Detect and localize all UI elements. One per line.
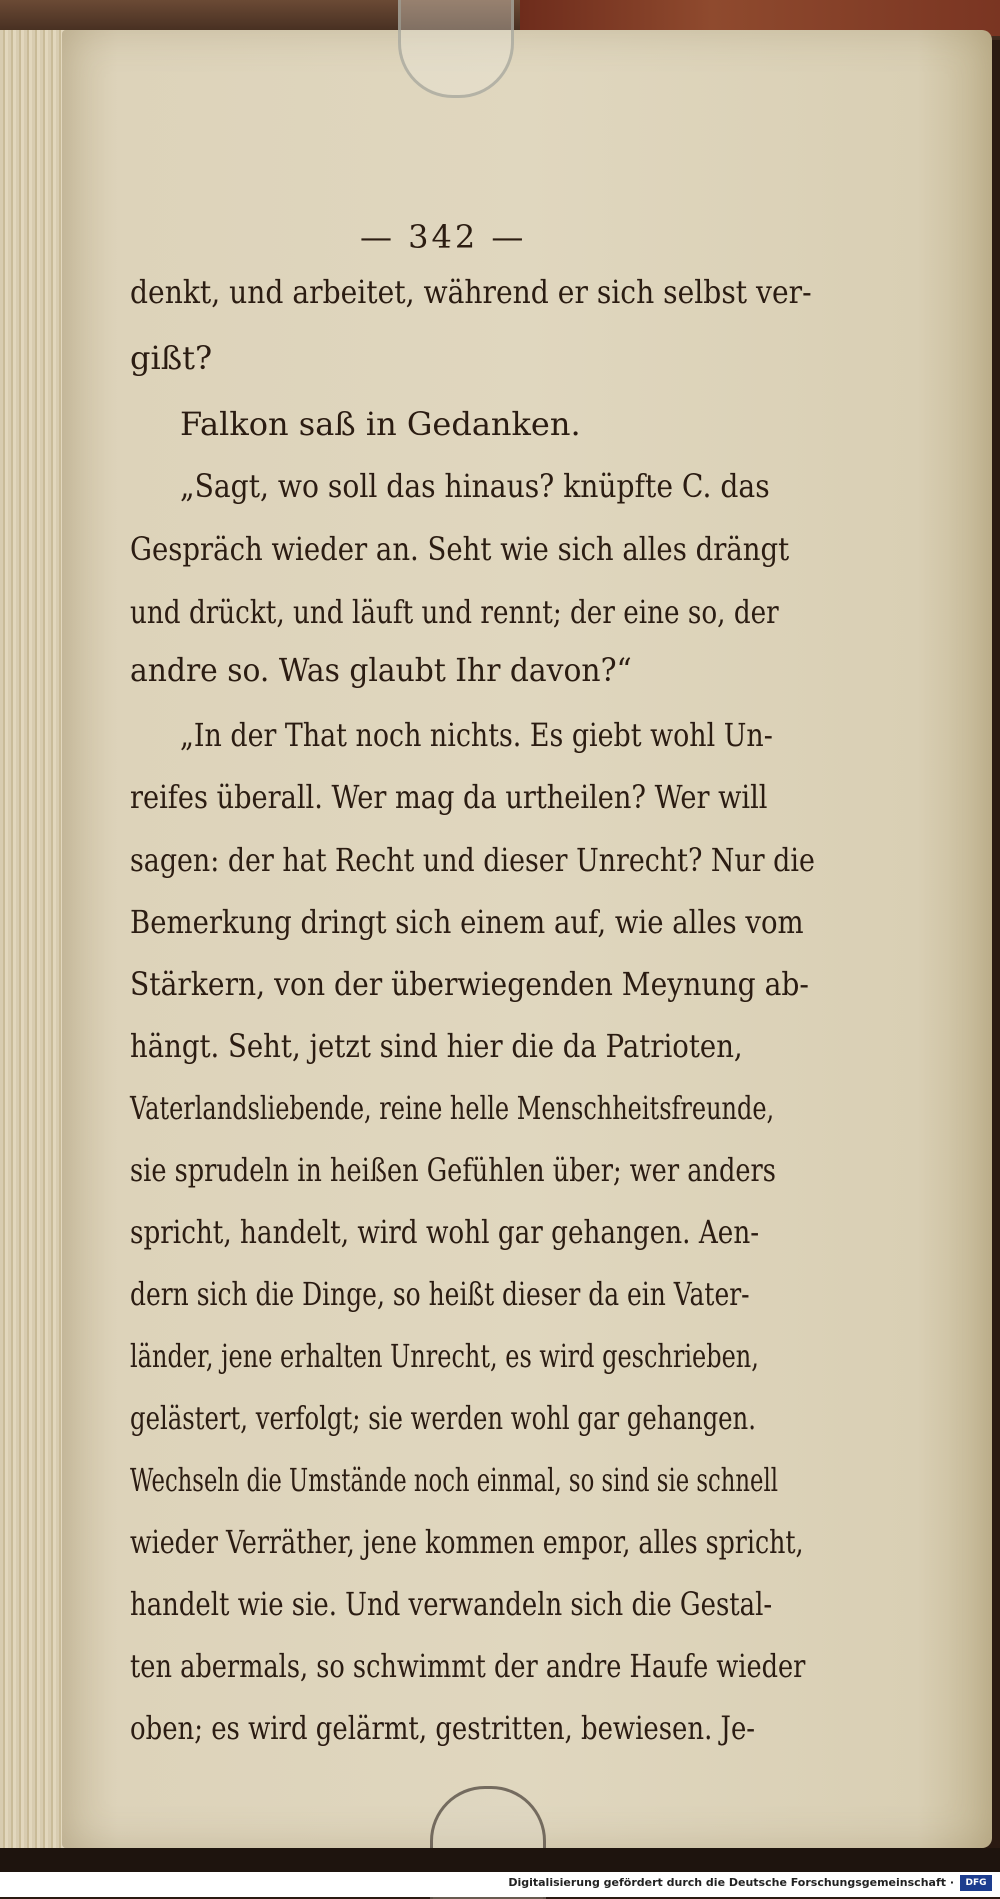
text-line: „Sagt, wo soll das hinaus? knüpfte C. das (180, 467, 770, 505)
text-line: handelt wie sie. Und verwandeln sich die Gestal- (130, 1585, 773, 1623)
text-line: wieder Verräther, jene kommen empor, alles spricht, (130, 1523, 804, 1561)
text-line: oben; es wird gelärmt, gestritten, bewiesen. Je- (130, 1709, 756, 1747)
text-line: Vaterlandsliebende, reine helle Menschheitsfreunde, (130, 1089, 775, 1127)
text-line: denkt, und arbeitet, während er sich selbst ver- (130, 273, 812, 311)
text-line: andre so. Was glaubt Ihr davon?“ (130, 651, 632, 689)
text-line: gelästert, verfolgt; sie werden wohl gar gehangen. (130, 1399, 756, 1437)
dfg-logo: DFG (960, 1875, 992, 1891)
text-line: Bemerkung dringt sich einem auf, wie alles vom (130, 903, 804, 941)
text-line: sie sprudeln in heißen Gefühlen über; wer anders (130, 1151, 776, 1189)
book-bottom-edge (0, 1848, 1000, 1872)
page-stack-edge (0, 30, 70, 1850)
text-line: Gespräch wieder an. Seht wie sich alles drängt (130, 530, 790, 568)
text-line: dern sich die Dinge, so heißt dieser da ein Vater- (130, 1275, 750, 1313)
text-line: spricht, handelt, wird wohl gar gehangen. Aen- (130, 1213, 760, 1251)
digitization-credit: Digitalisierung gefördert durch die Deutsche Forschungsgemeinschaft · (508, 1876, 954, 1889)
text-line: länder, jene erhalten Unrecht, es wird geschrieben, (130, 1337, 759, 1375)
text-line: „In der That noch nichts. Es giebt wohl Un- (180, 716, 773, 754)
text-line: Stärkern, von der überwiegenden Meynung ab- (130, 965, 809, 1003)
text-line: reifes überall. Wer mag da urtheilen? Wer will (130, 778, 768, 816)
text-line: sagen: der hat Recht und dieser Unrecht? Nur die (130, 841, 815, 879)
text-line: hängt. Seht, jetzt sind hier die da Patrioten, (130, 1027, 743, 1065)
text-line: gißt? (130, 339, 213, 377)
page-number-header: — 342 — (360, 218, 527, 256)
text-line: Wechseln die Umstände noch einmal, so sind sie schnell (130, 1461, 779, 1499)
text-line: und drückt, und läuft und rennt; der eine so, der (130, 593, 779, 631)
text-line: ten abermals, so schwimmt der andre Haufe wieder (130, 1647, 806, 1685)
text-line: Falkon saß in Gedanken. (180, 405, 581, 443)
